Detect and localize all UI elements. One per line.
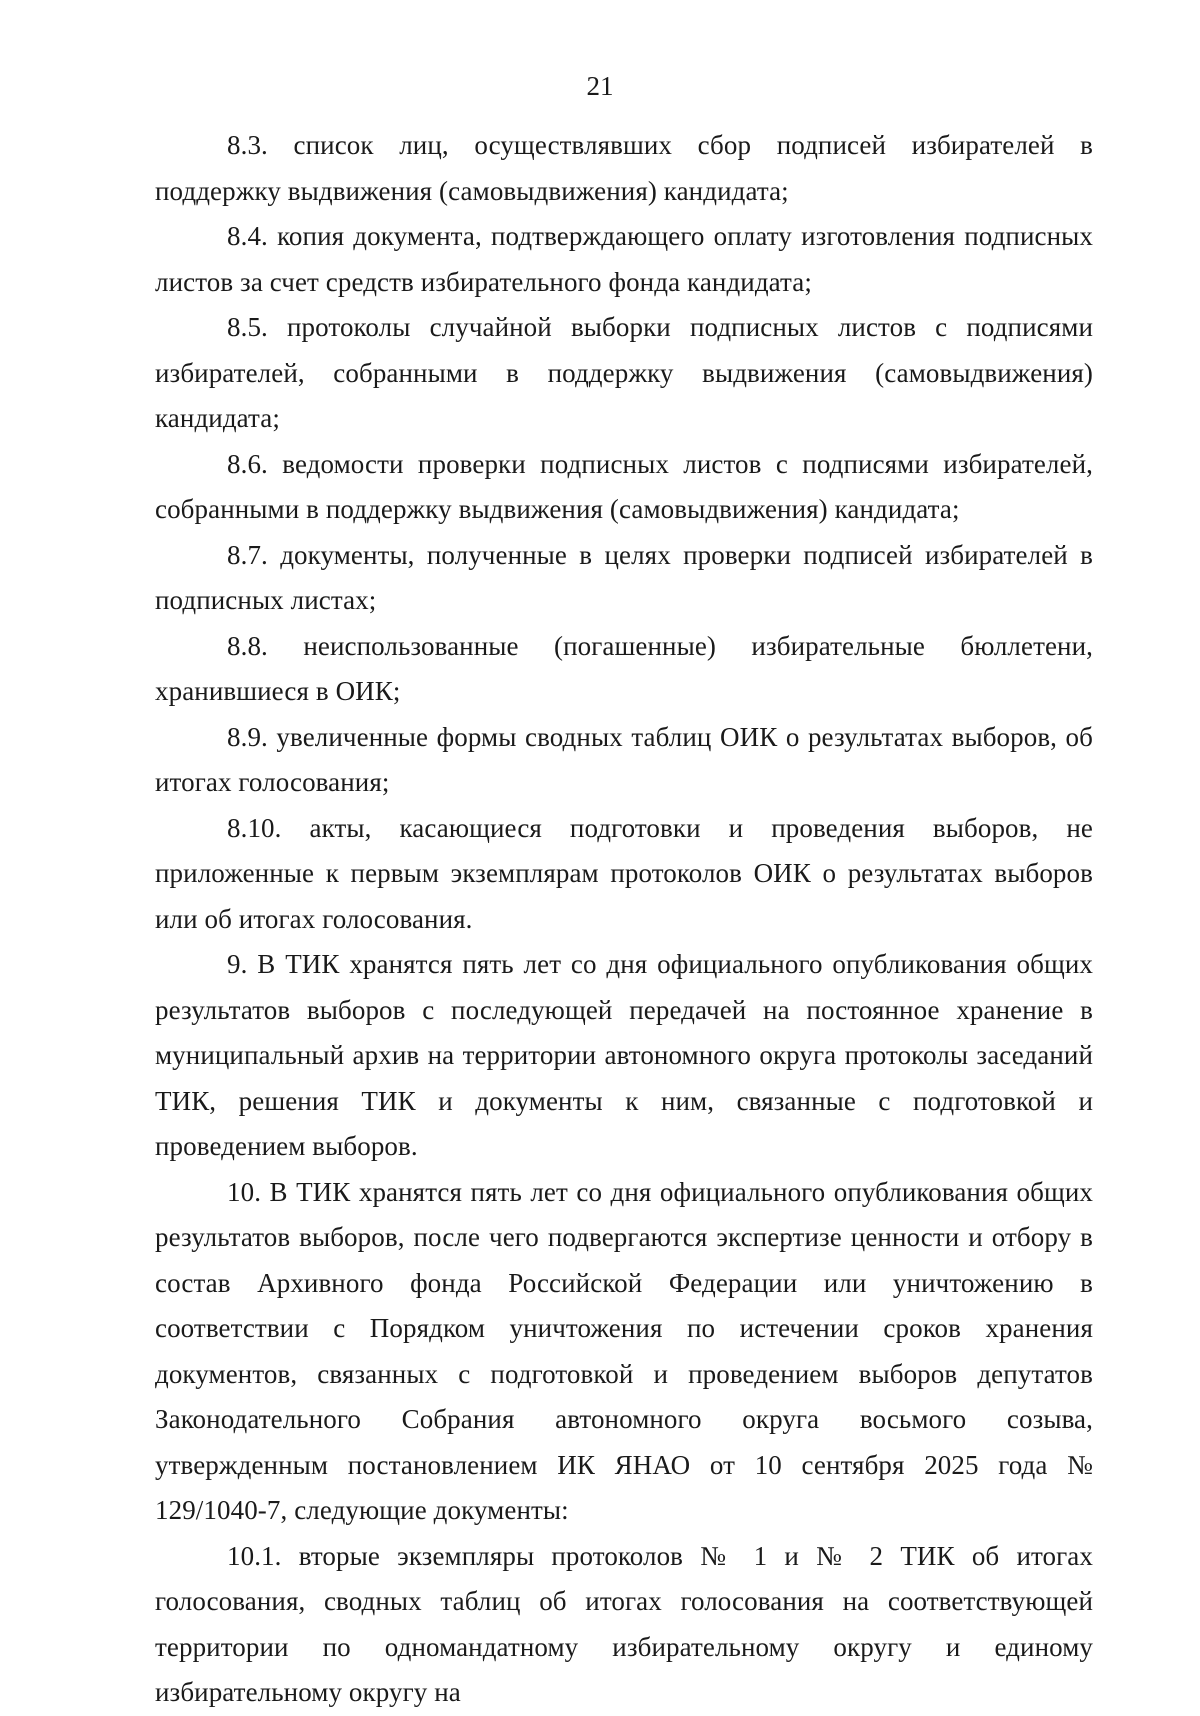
paragraph-9: 9. В ТИК хранятся пять лет со дня официального опубликования общих результатов выборов с последующей передачей на постоянное хранение в муниципальный архив на территории автономного округа протоколы заседаний ТИК, решения ТИК и документы к ним, связанные с подготовкой и проведением выборов. xyxy=(155,949,1093,1161)
page-number: 21 xyxy=(586,71,614,101)
paragraph-8-6: 8.6. ведомости проверки подписных листов с подписями избирателей, собранными в поддержку выдвижения (самовыдвижения) кандидата; xyxy=(155,448,1093,524)
paragraph-10-1: 10.1. вторые экземпляры протоколов № 1 и № 2 ТИК об итогах голосования, сводных таблиц об итогах голосования на соответствующей территории по одномандатному избирательному округу и единому избирательному округу на xyxy=(155,1540,1093,1707)
paragraph-8-10: 8.10. акты, касающиеся подготовки и проведения выборов, не приложенные к первым экземплярам протоколов ОИК о результатах выборов или об итогах голосования. xyxy=(155,812,1093,934)
paragraph-8-5: 8.5. протоколы случайной выборки подписных листов с подписями избирателей, собранными в поддержку выдвижения (самовыдвижения) кандидата; xyxy=(155,312,1093,433)
paragraph-10: 10. В ТИК хранятся пять лет со дня официального опубликования общих результатов выборов, после чего подвергаются экспертизе ценности и отбору в состав Архивного фонда Российской Федерации или уничтожению в соответствии с Порядком уничтожения по истечении сроков хранения документов, связанных с подготовкой и проведением выборов депутатов Законодательного Собрания автономного округа восьмого созыва, утвержденным постановлением ИК ЯНАО от 10 сентября 2025 года № 129/1040-7, следующие документы: xyxy=(155,1176,1093,1525)
document-body xyxy=(155,123,1093,1716)
paragraph-8-9: 8.9. увеличенные формы сводных таблиц ОИК о результатах выборов, об итогах голосования; xyxy=(155,721,1093,797)
paragraph-8-3: 8.3. список лиц, осуществлявших сбор подписей избирателей в поддержку выдвижения (самовыдвижения) кандидата; xyxy=(155,130,1093,206)
paragraph-8-7: 8.7. документы, полученные в целях проверки подписей избирателей в подписных листах; xyxy=(155,539,1093,615)
paragraph-8-4: 8.4. копия документа, подтверждающего оплату изготовления подписных листов за счет средств избирательного фонда кандидата; xyxy=(155,221,1093,297)
paragraph-8-8: 8.8. неиспользованные (погашенные) избирательные бюллетени, хранившиеся в ОИК; xyxy=(155,630,1093,706)
